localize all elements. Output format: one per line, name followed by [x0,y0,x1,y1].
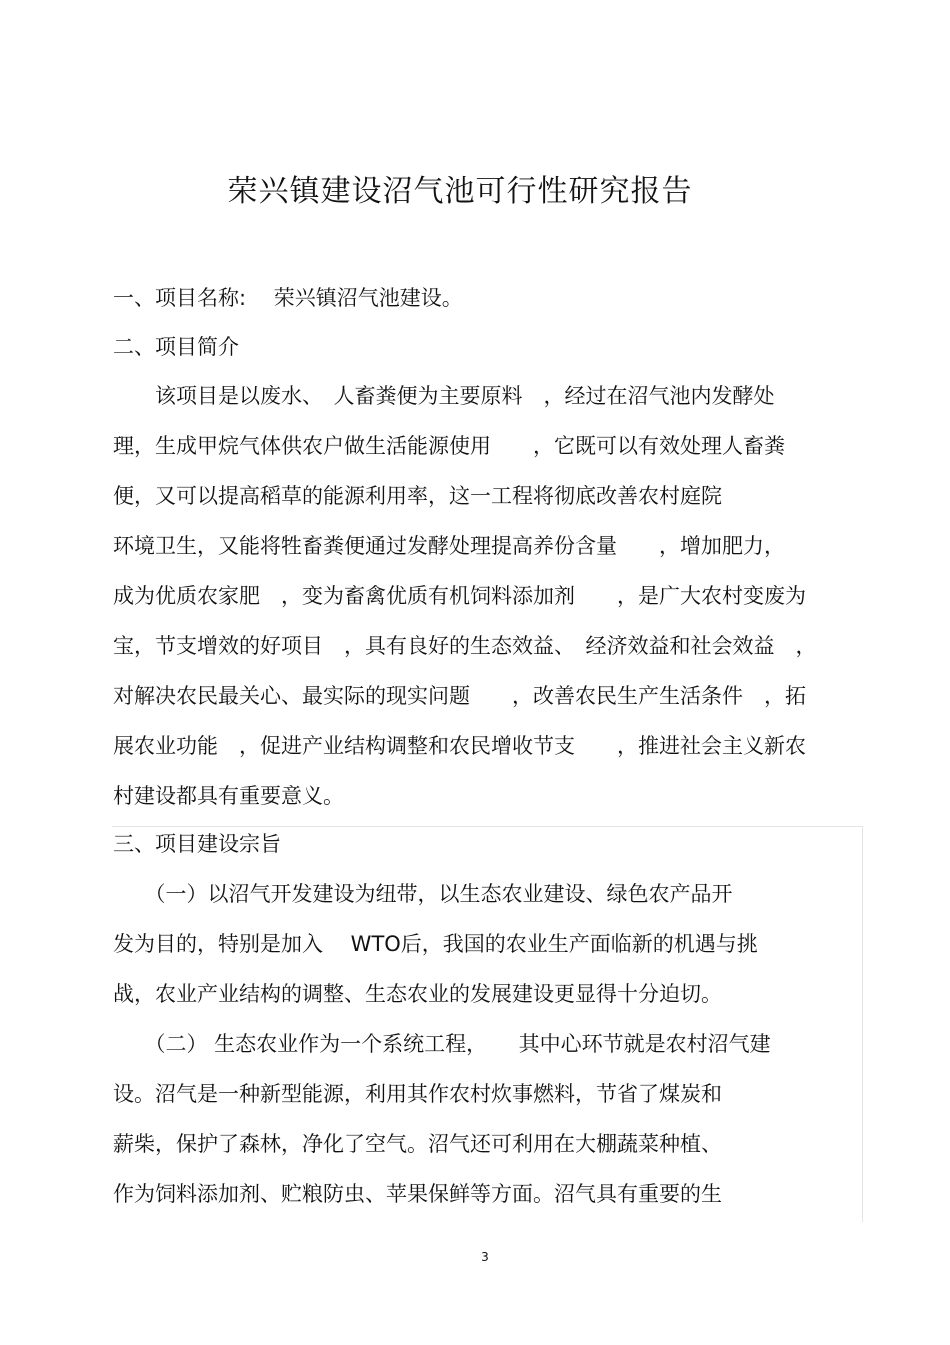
text-line: 战，农业产业结构的调整、生态农业的发展建设更显得十分迫切。 [113,982,722,1006]
text-line: 作为饲料添加剂、贮粮防虫、苹果保鲜等方面。沼气具有重要的生 [113,1182,722,1206]
text-line: 薪柴，保护了森林，净化了空气。沼气还可利用在大棚蔬菜种植、 [113,1132,722,1156]
text-line: 二、项目简介 [113,335,239,359]
text-line: 三、项目建设宗旨 [113,832,281,856]
text-line: 宝，节支增效的好项目 ，具有良好的生态效益、 经济效益和社会效益 ， [113,634,817,658]
text-line: 该项目是以废水、 人畜粪便为主要原料 ，经过在沼气池内发酵处 [113,384,775,408]
text-line: （一）以沼气开发建设为纽带，以生态农业建设、绿色农产品开 [113,882,733,906]
text-line: 发为目的，特别是加入 WTO后，我国的农业生产面临新的机遇与挑 [113,932,758,956]
text-line: 村建设都具有重要意义。 [113,784,344,808]
text-line: 一、项目名称: 荣兴镇沼气池建设。 [113,286,463,310]
text-line: 便，又可以提高稻草的能源利用率，这一工程将彻底改善农村庭院 [113,484,722,508]
text-line: 展农业功能 ，促进产业结构调整和农民增收节支 ，推进社会主义新农 [113,734,806,758]
text-line: 设。沼气是一种新型能源，利用其作农村炊事燃料，节省了煤炭和 [113,1082,722,1106]
text-line: 环境卫生，又能将牲畜粪便通过发酵处理提高养份含量 ，增加肥力， [113,534,785,558]
page-number: 3 [481,1250,489,1264]
text-line: 理，生成甲烷气体供农户做生活能源使用 ，它既可以有效处理人畜粪 [113,434,785,458]
text-line: 对解决农民最关心、最实际的现实问题 ，改善农民生产生活条件 ，拓 [113,684,806,708]
text-line: 成为优质农家肥 ，变为畜禽优质有机饲料添加剂 ，是广大农村变废为 [113,584,806,608]
text-line: （二） 生态农业作为一个系统工程， 其中心环节就是农村沼气建 [113,1032,771,1056]
document-title: 荣兴镇建设沼气池可行性研究报告 [227,174,693,209]
